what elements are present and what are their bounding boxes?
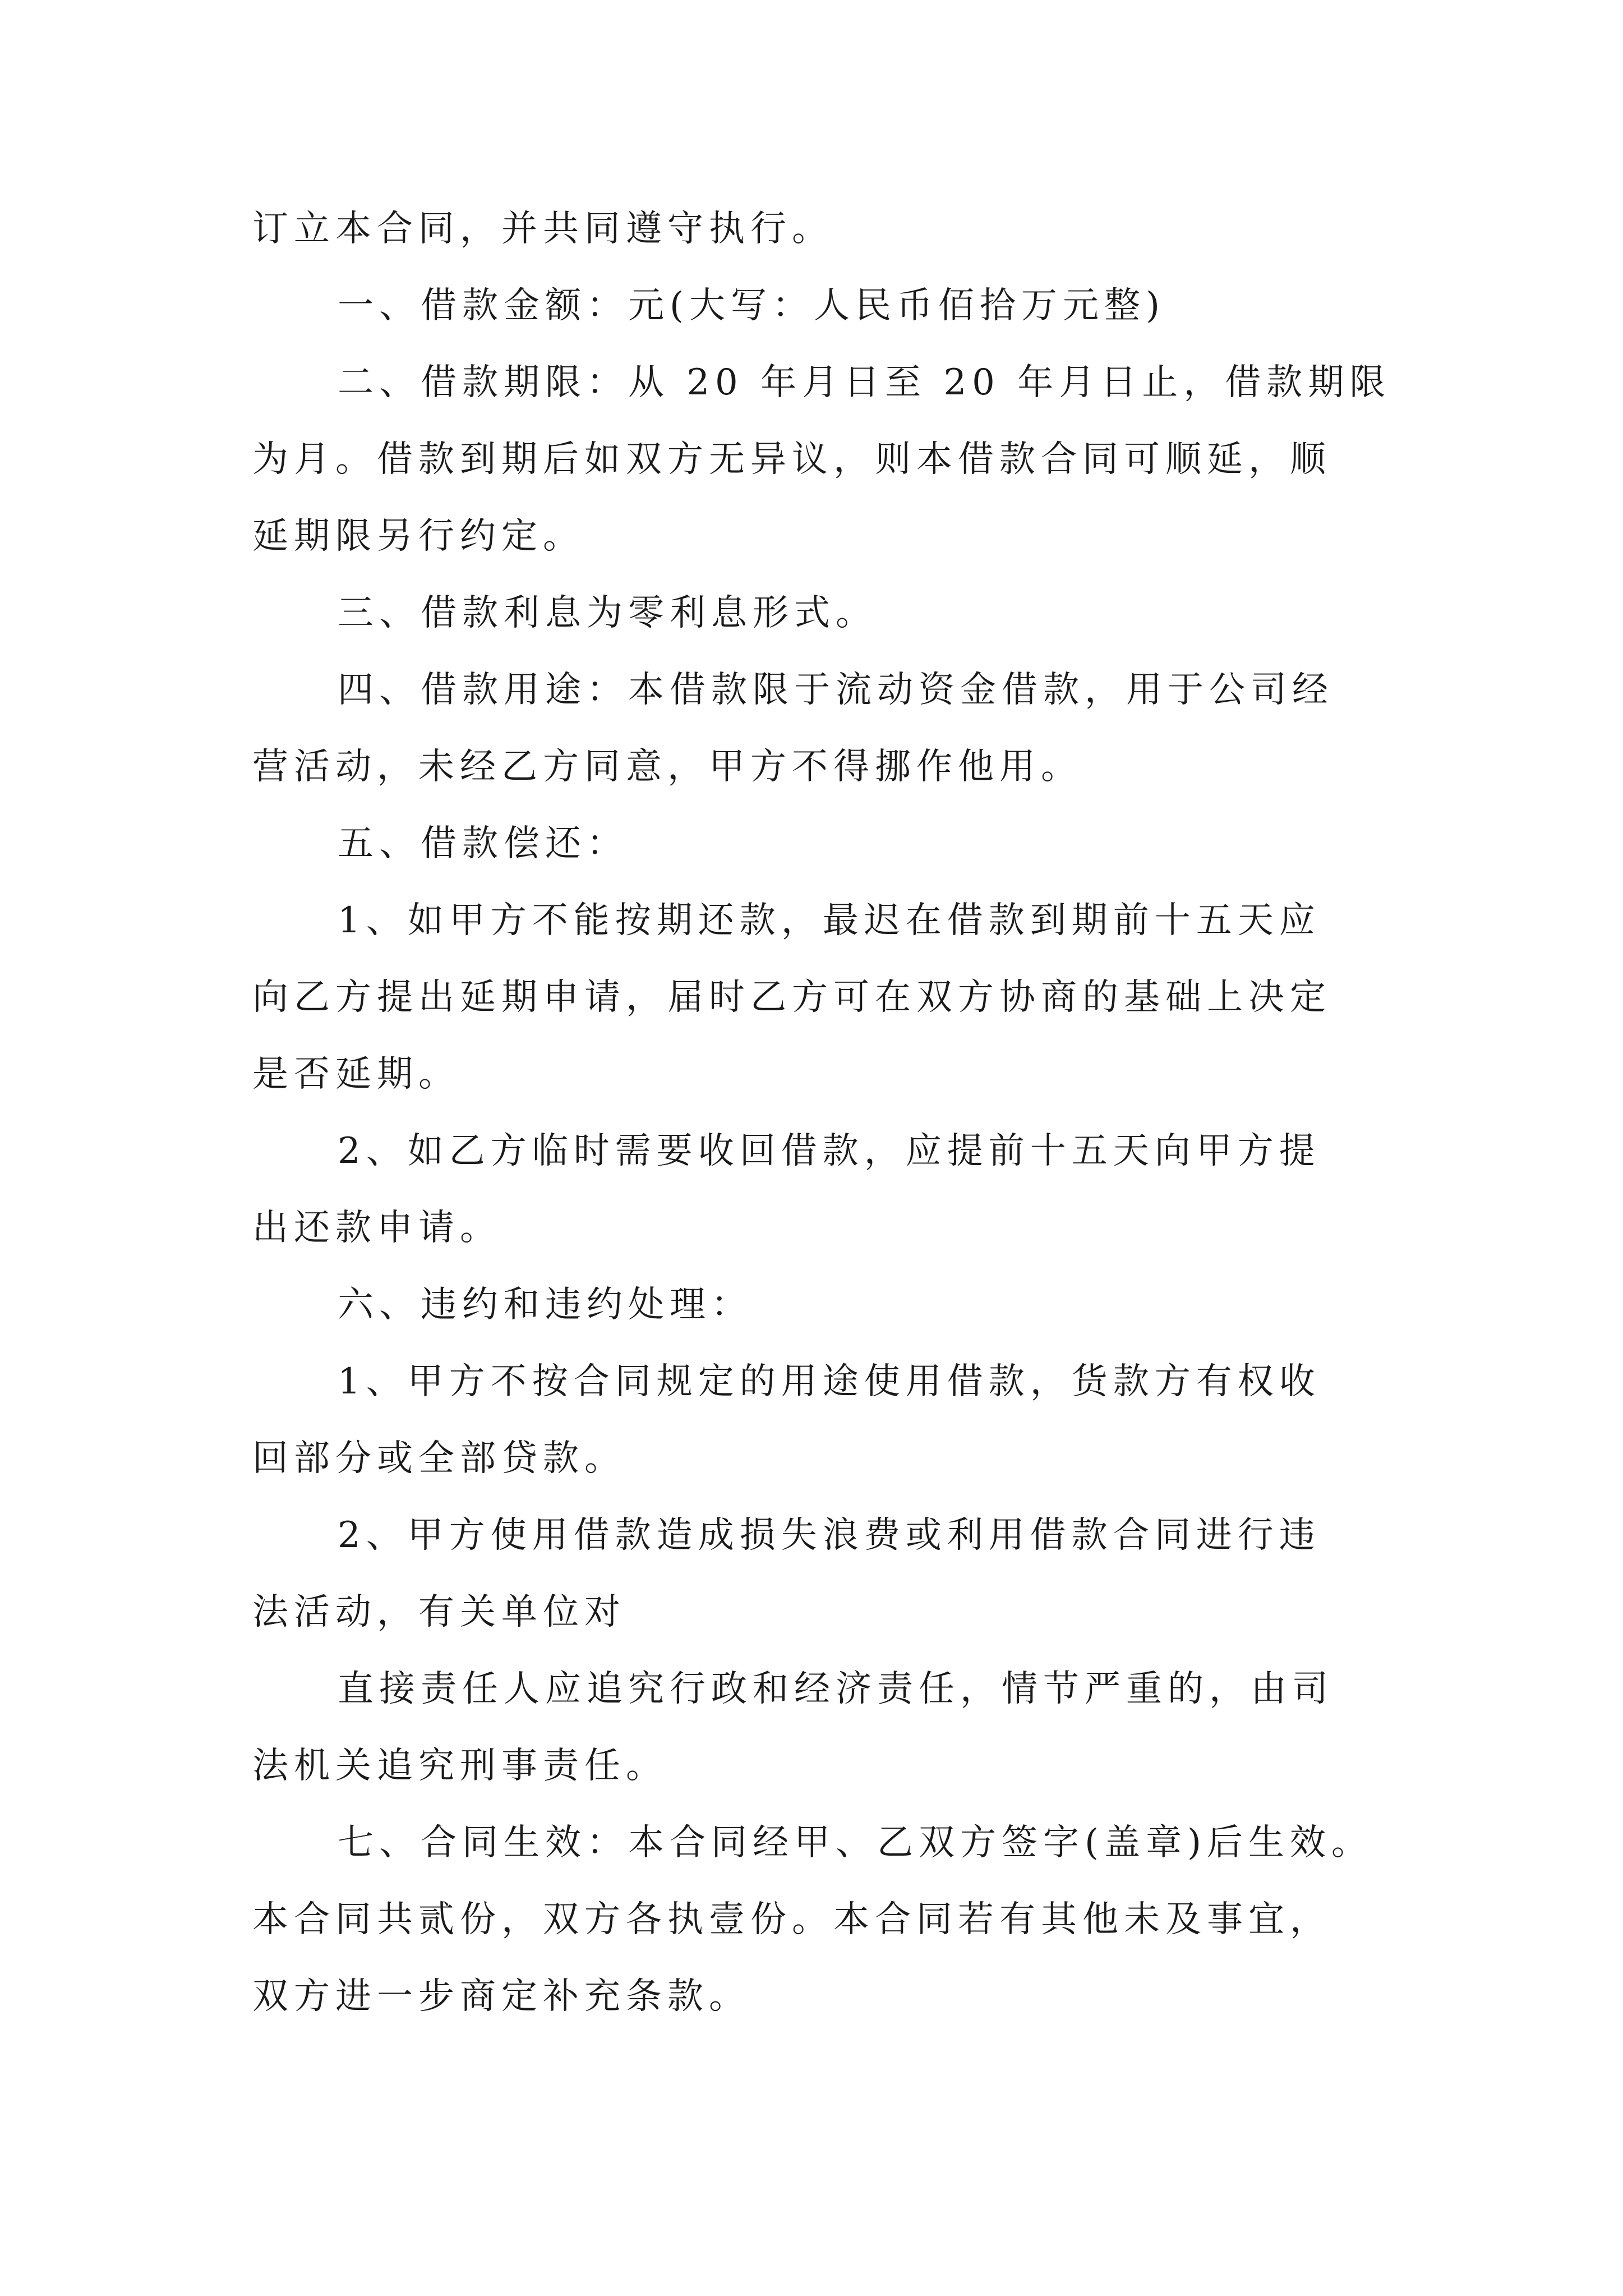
clause-loan-purpose bbox=[252, 652, 1380, 806]
text-line: 直接责任人应追究行政和经济责任，情节严重的，由司 bbox=[338, 1668, 1334, 1710]
paragraph-intro bbox=[252, 191, 1380, 268]
text-line: 三、借款利息为零利息形式。 bbox=[338, 592, 877, 634]
text-line: 五、借款偿还： bbox=[338, 823, 628, 864]
text-line: 法机关追究刑事责任。 bbox=[252, 1745, 667, 1787]
breach-item-2-continued bbox=[252, 1651, 1380, 1805]
text-line: 六、违约和违约处理： bbox=[338, 1284, 753, 1326]
clause-effectiveness bbox=[252, 1805, 1380, 2035]
text-line: 为月。借款到期后如双方无异议，则本借款合同可顺延，顺 bbox=[252, 439, 1331, 480]
text-line: 回部分或全部贷款。 bbox=[252, 1438, 626, 1479]
clause-loan-amount bbox=[252, 268, 1380, 344]
text-line: 营活动，未经乙方同意，甲方不得挪作他用。 bbox=[252, 746, 1082, 788]
breach-item-1 bbox=[252, 1343, 1380, 1497]
text-line: 是否延期。 bbox=[252, 1053, 460, 1095]
clause-breach bbox=[252, 1267, 1380, 1343]
breach-item-2 bbox=[252, 1497, 1380, 1651]
text-line: 七、合同生效：本合同经甲、乙双方签字(盖章)后生效。 bbox=[338, 1822, 1373, 1864]
text-line: 二、借款期限：从 20 年月日至 20 年月日止，借款期限 bbox=[338, 362, 1391, 403]
text-line: 一、借款金额：元(大写：人民币佰拾万元整) bbox=[338, 285, 1165, 326]
text-line: 1、甲方不按合同规定的用途使用借款，货款方有权收 bbox=[338, 1361, 1321, 1402]
clause-loan-term bbox=[252, 344, 1391, 575]
text-line: 法活动，有关单位对 bbox=[252, 1591, 626, 1633]
text-line: 1、如甲方不能按期还款，最迟在借款到期前十五天应 bbox=[338, 900, 1321, 941]
text-line: 四、借款用途：本借款限于流动资金借款，用于公司经 bbox=[338, 669, 1334, 711]
text-line: 2、如乙方临时需要收回借款，应提前十五天向甲方提 bbox=[338, 1130, 1321, 1172]
contract-body bbox=[252, 191, 1391, 2035]
clause-loan-interest bbox=[252, 575, 1380, 652]
text-line: 本合同共贰份，双方各执壹份。本合同若有其他未及事宜， bbox=[252, 1899, 1331, 1940]
repayment-item-1 bbox=[252, 882, 1380, 1113]
text-line: 2、甲方使用借款造成损失浪费或利用借款合同进行违 bbox=[338, 1515, 1321, 1556]
repayment-item-2 bbox=[252, 1113, 1380, 1267]
text-line: 双方进一步商定补充条款。 bbox=[252, 1976, 750, 2017]
clause-loan-repayment bbox=[252, 806, 1380, 882]
text-line: 延期限另行约定。 bbox=[252, 516, 584, 557]
text-line: 出还款申请。 bbox=[252, 1207, 501, 1249]
text-line: 订立本合同，并共同遵守执行。 bbox=[252, 208, 833, 250]
text-line: 向乙方提出延期申请，届时乙方可在双方协商的基础上决定 bbox=[252, 977, 1331, 1018]
